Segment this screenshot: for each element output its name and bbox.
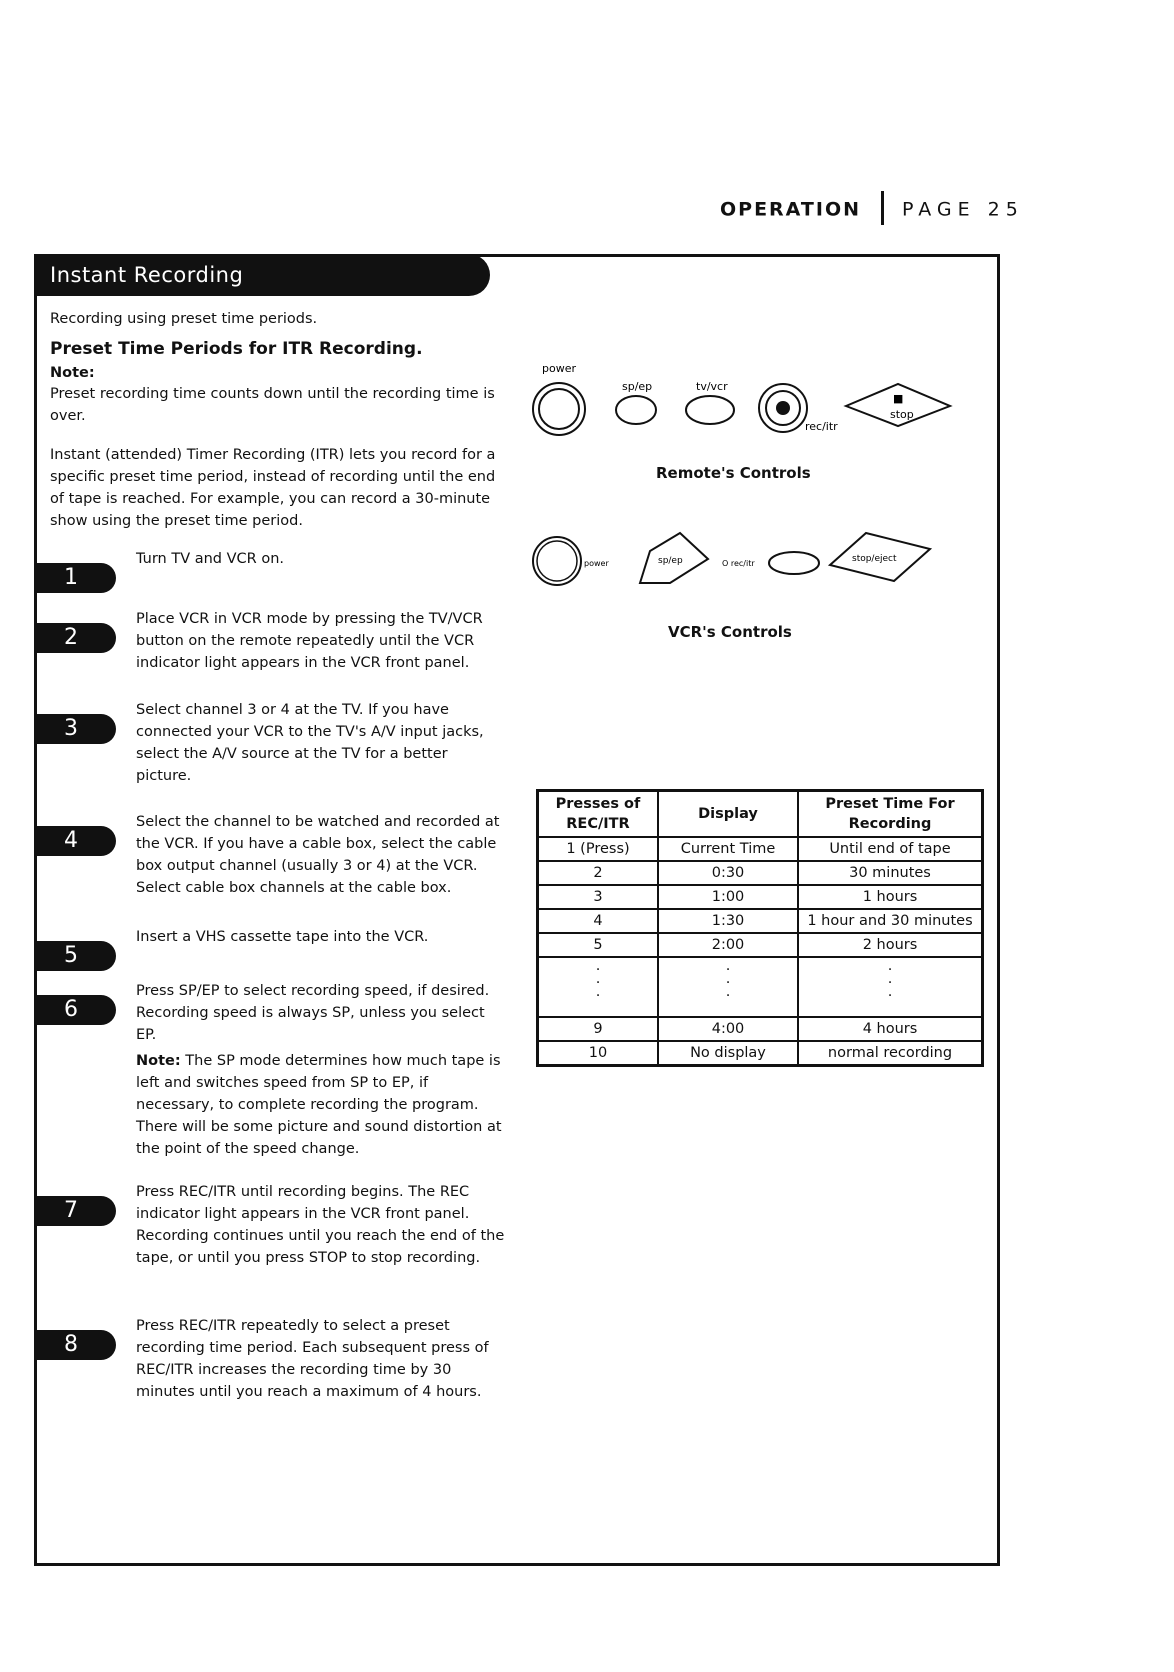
table-row [538, 909, 983, 933]
step-text-6: Press SP/EP to select recording speed, if desired. Recording speed is always SP, unless you select EP. [136, 983, 490, 1043]
step-text-3: Select channel 3 or 4 at the TV. If you have connected your VCR to the TV's A/V input jacks, select the A/V source at the TV for a better picture. [136, 702, 484, 784]
table-cell: Until end of tape [798, 837, 983, 861]
table-header-preset-time: Preset Time For Recording [798, 791, 983, 838]
table-row [538, 837, 983, 861]
table-cell: · · · [798, 957, 983, 1017]
note-label: Note: [50, 365, 95, 381]
itr-preset-table [536, 789, 984, 1067]
vcr-power-label: power [584, 559, 609, 568]
step-badge-1: 1 [34, 563, 116, 593]
step-6-note-label: Note: [136, 1053, 181, 1069]
remote-stop-label: stop [890, 408, 914, 421]
content-frame-left-edge [34, 254, 37, 1566]
table-cell: 4:00 [658, 1017, 798, 1041]
remote-spep-label: sp/ep [622, 380, 653, 393]
spep-button-icon [616, 396, 656, 424]
remote-tvvcr-label: tv/vcr [696, 380, 728, 393]
step-text-2: Place VCR in VCR mode by pressing the TV/VCR button on the remote repeatedly until the VCR indicator light appears in the VCR front panel. [136, 611, 483, 671]
section-title: OPERATION [720, 198, 861, 221]
step-text-8: Press REC/ITR repeatedly to select a preset recording time period. Each subsequent press of REC/ITR increases the recording time by 30 minutes until you reach a maximum of 4 hours. [136, 1318, 489, 1400]
table-cell: 1 hour and 30 minutes [798, 909, 983, 933]
step-6-note [136, 1050, 506, 1160]
remote-power-label: power [542, 362, 576, 375]
table-row [538, 885, 983, 909]
table-header-display: Display [658, 791, 798, 838]
intro-text: Recording using preset time periods. [50, 311, 318, 327]
step-badge-8: 8 [34, 1330, 116, 1360]
step-badge-2: 2 [34, 623, 116, 653]
table-cell: normal recording [798, 1041, 983, 1066]
step-text-7: Press REC/ITR until recording begins. The REC indicator light appears in the VCR front panel. Recording continues until you reach the end of the tape, or until you press STOP to stop recording. [136, 1184, 505, 1266]
table-header-presses: Presses of REC/ITR [538, 791, 659, 838]
table-row [538, 933, 983, 957]
table-cell: 2 hours [798, 933, 983, 957]
table-row [538, 1041, 983, 1066]
table-row [538, 861, 983, 885]
table-cell: 0:30 [658, 861, 798, 885]
table-row-ellipsis [538, 957, 983, 1017]
table-cell: 3 [538, 885, 659, 909]
table-cell: 9 [538, 1017, 659, 1041]
note-text: Preset recording time counts down until the recording time is over. [50, 386, 495, 424]
table-cell: 1 (Press) [538, 837, 659, 861]
header-divider [881, 191, 884, 225]
rec-button-icon [759, 384, 807, 432]
table-cell: 1 hours [798, 885, 983, 909]
step-6-note-text: The SP mode determines how much tape is left and switches speed from SP to EP, if necessary, to complete recording the program. There will be some picture and sound distortion at the point of the speed change. [136, 1053, 502, 1157]
step-text-1: Turn TV and VCR on. [136, 551, 285, 567]
description: Instant (attended) Timer Recording (ITR) lets you record for a specific preset time period, instead of recording until the end of tape is reached. For example, you can record a 30-minute show using the preset time period. [50, 447, 496, 529]
table-cell: No display [658, 1041, 798, 1066]
vcr-stopeject-label: stop/eject [852, 554, 897, 564]
step-text-5: Insert a VHS cassette tape into the VCR. [136, 929, 429, 945]
table-cell: 2 [538, 861, 659, 885]
remote-controls-diagram [530, 358, 970, 438]
vcr-recitr-label: O rec/itr [722, 559, 755, 568]
table-cell: 30 minutes [798, 861, 983, 885]
power-button-icon [533, 383, 585, 435]
vcr-spep-label: sp/ep [658, 556, 683, 566]
table-cell: 1:00 [658, 885, 798, 909]
table-header-row [538, 791, 983, 838]
table-cell: 4 hours [798, 1017, 983, 1041]
table-cell: 10 [538, 1041, 659, 1066]
panel-title: Instant Recording [34, 254, 490, 296]
vcr-controls-diagram [530, 525, 970, 595]
step-badge-4: 4 [34, 826, 116, 856]
table-cell: 2:00 [658, 933, 798, 957]
page-number: PAGE 25 [902, 198, 1024, 221]
subheading: Preset Time Periods for ITR Recording. [50, 339, 423, 359]
table-cell: · · · [658, 957, 798, 1017]
stop-symbol-icon: ■ [893, 392, 904, 405]
table-cell: · · · [538, 957, 659, 1017]
tvvcr-button-icon [686, 396, 734, 424]
table-cell: 5 [538, 933, 659, 957]
step-badge-7: 7 [34, 1196, 116, 1226]
vcr-rec-button-icon [769, 552, 819, 574]
step-badge-6: 6 [34, 995, 116, 1025]
vcr-power-button-icon [533, 537, 581, 585]
step-badge-3: 3 [34, 714, 116, 744]
table-cell: Current Time [658, 837, 798, 861]
vcr-controls-caption: VCR's Controls [668, 623, 792, 641]
page-header [720, 193, 1024, 227]
table-cell: 4 [538, 909, 659, 933]
table-cell: 1:30 [658, 909, 798, 933]
step-badge-5: 5 [34, 941, 116, 971]
table-row [538, 1017, 983, 1041]
remote-controls-caption: Remote's Controls [656, 464, 811, 482]
step-text-4: Select the channel to be watched and recorded at the VCR. If you have a cable box, select the cable box output channel (usually 3 or 4) at the VCR. Select cable box channels at the cable box. [136, 814, 500, 896]
remote-recitr-label: rec/itr [805, 420, 838, 433]
